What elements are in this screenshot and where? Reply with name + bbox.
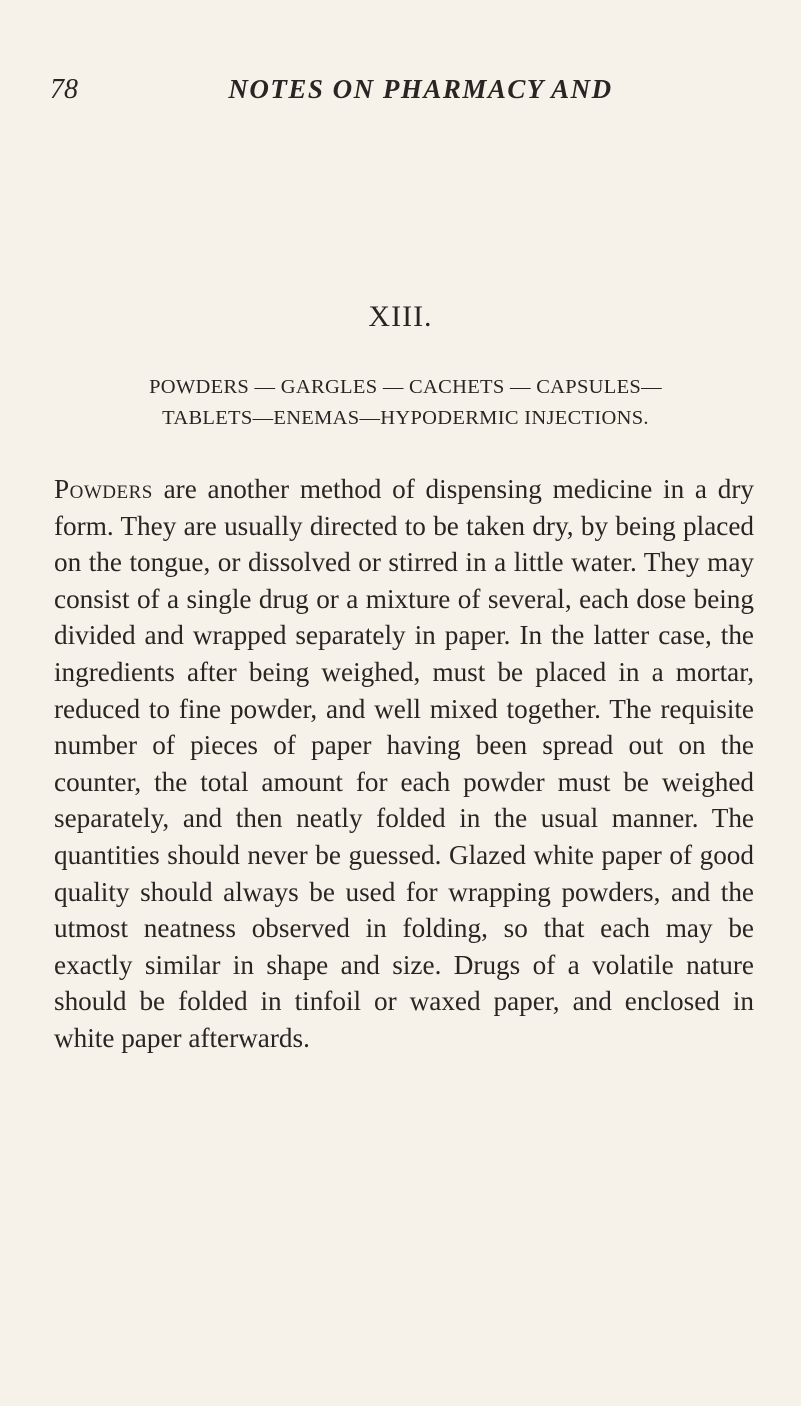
lead-word: Powders	[54, 474, 153, 504]
chapter-subtitle-line-2: TABLETS—ENEMAS—HYPODERMIC INJECTIONS.	[162, 407, 649, 429]
running-head	[50, 74, 751, 114]
page-number: 78	[50, 74, 78, 105]
paragraph	[54, 471, 754, 1057]
chapter-subtitle-line-1: POWDERS — GARGLES — CACHETS — CAPSULES—	[149, 376, 662, 398]
chapter-number: XIII.	[368, 300, 433, 333]
body-text	[54, 471, 754, 1057]
chapter-subtitle	[50, 372, 761, 434]
running-title: NOTES ON PHARMACY AND	[228, 74, 613, 104]
paragraph-text: are another method of dispensing medicine in a dry form. They are usually directed to be taken dry, by being placed on the tongue, or dissolved or stirred in a little water. They may consist of a single drug or a mixture of several, each dose being divided and wrapped separately in paper. In the latter case, the ingredients after being weighed, must be placed in a mortar, reduced to fine powder, and well mixed together. The requisite number of pieces of paper having been spread out on the counter, the total amount for each powder must be weighed separately, and then neatly folded in the usual manner. The quantities should never be guessed. Glazed white paper of good quality should always be used for wrapping powders, and the utmost neatness observed in folding, so that each may be exactly similar in shape and size. Drugs of a volatile nature should be folded in tinfoil or waxed paper, and enclosed in white paper afterwards.	[54, 474, 754, 1053]
